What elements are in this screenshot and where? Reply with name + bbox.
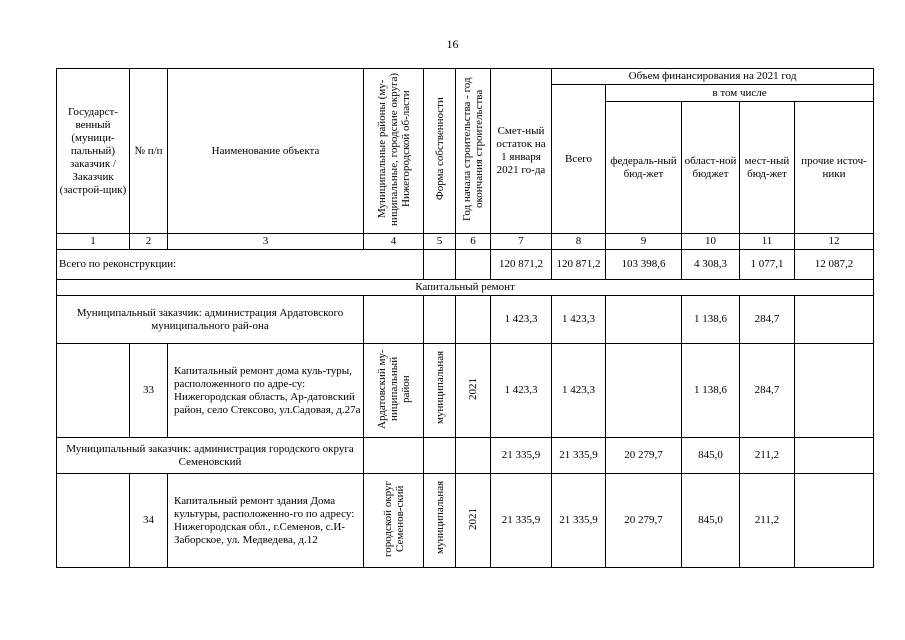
customer-row [57, 296, 874, 344]
header-financing-group: Объем финансирования на 2021 год [552, 69, 874, 85]
col-number: 4 [364, 234, 424, 250]
total-reconstruction-row [57, 250, 874, 280]
total-local: 1 077,1 [740, 250, 795, 280]
header-federal: федераль-ный бюд-жет [606, 102, 682, 234]
customer-empty [424, 438, 456, 474]
section-title: Капитальный ремонт [57, 280, 874, 296]
section-row [57, 280, 874, 296]
header-ownership: Форма собственности [424, 69, 456, 234]
header-including-group: в том числе [606, 85, 874, 102]
customer-name: Муниципальный заказчик: администрация Ардатовского муниципального рай-она [57, 296, 364, 344]
object-district: городской округ Семенов-ский [364, 474, 424, 568]
header-row-1 [57, 69, 874, 85]
total-federal: 103 398,6 [606, 250, 682, 280]
financing-table [56, 68, 874, 568]
header-district: Муниципальные районы (му-ниципальные, городские округа) Нижегородской об-ласти [364, 69, 424, 234]
total-all: 120 871,2 [552, 250, 606, 280]
customer-estimated: 21 335,9 [491, 438, 552, 474]
object-estimated: 1 423,3 [491, 344, 552, 438]
object-estimated: 21 335,9 [491, 474, 552, 568]
object-year: 2021 [456, 344, 491, 438]
customer-other [795, 438, 874, 474]
col-number: 2 [130, 234, 168, 250]
customer-federal [606, 296, 682, 344]
col-number: 3 [168, 234, 364, 250]
object-federal: 20 279,7 [606, 474, 682, 568]
object-row [57, 474, 874, 568]
customer-other [795, 296, 874, 344]
customer-local: 211,2 [740, 438, 795, 474]
column-numbers-row [57, 234, 874, 250]
col-number: 10 [682, 234, 740, 250]
customer-federal: 20 279,7 [606, 438, 682, 474]
object-other [795, 474, 874, 568]
customer-name: Муниципальный заказчик: администрация городского округа Семеновский [57, 438, 364, 474]
customer-regional: 1 138,6 [682, 296, 740, 344]
header-local: мест-ный бюд-жет [740, 102, 795, 234]
object-customer-empty [57, 344, 130, 438]
header-other: прочие источ-ники [795, 102, 874, 234]
header-object-name: Наименование объекта [168, 69, 364, 234]
object-row [57, 344, 874, 438]
object-ownership: муниципальная [424, 474, 456, 568]
col-number: 5 [424, 234, 456, 250]
total-empty [424, 250, 456, 280]
header-number: № п/п [130, 69, 168, 234]
customer-empty [364, 438, 424, 474]
col-number: 8 [552, 234, 606, 250]
customer-regional: 845,0 [682, 438, 740, 474]
customer-empty [456, 438, 491, 474]
header-total: Всего [552, 85, 606, 234]
col-number: 6 [456, 234, 491, 250]
col-number: 7 [491, 234, 552, 250]
customer-local: 284,7 [740, 296, 795, 344]
object-regional: 1 138,6 [682, 344, 740, 438]
total-reconstruction-label: Всего по реконструкции: [57, 250, 424, 280]
customer-total: 1 423,3 [552, 296, 606, 344]
total-estimated: 120 871,2 [491, 250, 552, 280]
object-local: 211,2 [740, 474, 795, 568]
object-regional: 845,0 [682, 474, 740, 568]
header-estimated-balance: Смет-ный остаток на 1 января 2021 го-да [491, 69, 552, 234]
customer-estimated: 1 423,3 [491, 296, 552, 344]
total-other: 12 087,2 [795, 250, 874, 280]
header-years: Год начала строительства - год окончания строительства [456, 69, 491, 234]
col-number: 9 [606, 234, 682, 250]
col-number: 12 [795, 234, 874, 250]
object-year: 2021 [456, 474, 491, 568]
object-number: 33 [130, 344, 168, 438]
total-empty [456, 250, 491, 280]
total-regional: 4 308,3 [682, 250, 740, 280]
customer-empty [456, 296, 491, 344]
object-total: 21 335,9 [552, 474, 606, 568]
object-other [795, 344, 874, 438]
object-name: Капитальный ремонт здания Дома культуры, расположенно-го по адресу: Нижегородская обл., г.Семенов, с.И-Заборское, ул. Медведева, д.12 [168, 474, 364, 568]
object-total: 1 423,3 [552, 344, 606, 438]
page-number: 16 [446, 37, 459, 51]
customer-total: 21 335,9 [552, 438, 606, 474]
header-regional: област-ной бюджет [682, 102, 740, 234]
object-name: Капитальный ремонт дома куль-туры, расположенного по адре-су: Нижегородская область, Ар-датовский район, село Стексово, ул.Садовая, д.27а [168, 344, 364, 438]
object-district: Ардатовский му-ниципальный район [364, 344, 424, 438]
object-local: 284,7 [740, 344, 795, 438]
customer-empty [364, 296, 424, 344]
col-number: 11 [740, 234, 795, 250]
customer-row [57, 438, 874, 474]
object-ownership: муниципальная [424, 344, 456, 438]
object-number: 34 [130, 474, 168, 568]
object-federal [606, 344, 682, 438]
header-customer: Государст-венный (муници-пальный) заказчик / Заказчик (застрой-щик) [57, 69, 130, 234]
customer-empty [424, 296, 456, 344]
object-customer-empty [57, 474, 130, 568]
col-number: 1 [57, 234, 130, 250]
